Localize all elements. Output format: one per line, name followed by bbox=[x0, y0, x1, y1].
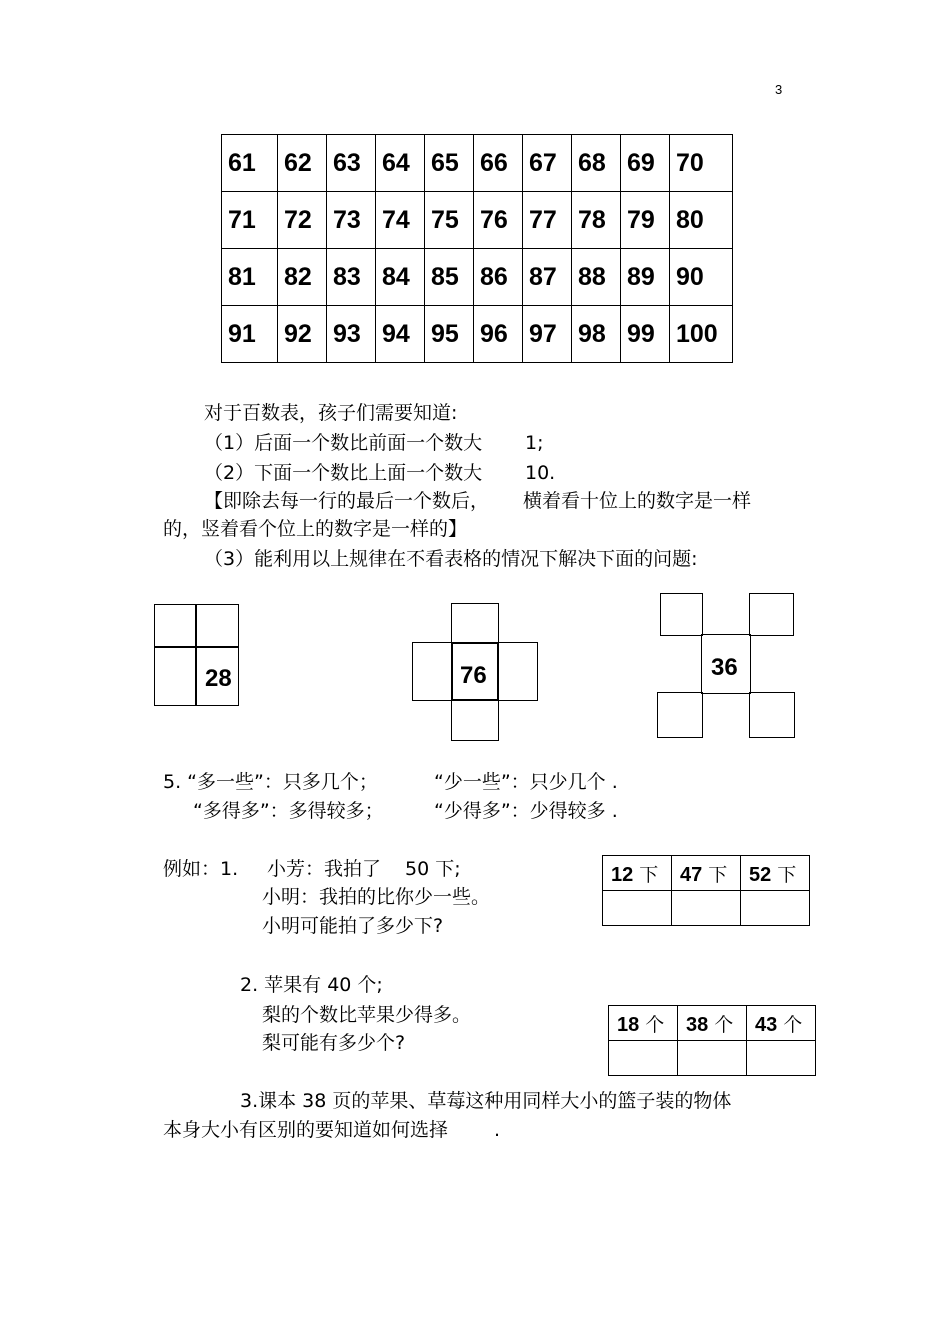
hundred-chart-cell: 96 bbox=[474, 306, 523, 363]
hundred-chart bbox=[221, 134, 733, 363]
section5-line1b: “少一些”：只少几个 . bbox=[434, 771, 618, 793]
hundred-chart-cell: 91 bbox=[222, 306, 278, 363]
hundred-chart-cell: 89 bbox=[621, 249, 670, 306]
rule-2-value: 10. bbox=[525, 462, 556, 484]
hundred-chart-cell: 62 bbox=[278, 135, 327, 192]
hundred-chart-cell: 66 bbox=[474, 135, 523, 192]
hundred-chart-row bbox=[222, 135, 733, 192]
example1-line2: 小明：我拍的比你少一些。 bbox=[262, 886, 491, 908]
example3-line2-end: . bbox=[494, 1119, 501, 1141]
example2-line1: 2. 苹果有 40 个; bbox=[240, 974, 383, 996]
hundred-chart-cell: 99 bbox=[621, 306, 670, 363]
hundred-chart-cell: 98 bbox=[572, 306, 621, 363]
option-number: 47 bbox=[680, 863, 703, 886]
puzzle1-number: 28 bbox=[205, 665, 232, 692]
puzzle1-cell bbox=[154, 646, 197, 706]
puzzle3-cell bbox=[660, 593, 703, 636]
hundred-chart-cell: 94 bbox=[376, 306, 425, 363]
hundred-chart-cell: 75 bbox=[425, 192, 474, 249]
example2-options-table bbox=[608, 1005, 816, 1076]
puzzle1-cell bbox=[195, 604, 239, 648]
hundred-chart-row bbox=[222, 306, 733, 363]
hundred-chart-row bbox=[222, 249, 733, 306]
hundred-chart-cell: 83 bbox=[327, 249, 376, 306]
bracket-note-a: 【即除去每一行的最后一个数后， bbox=[204, 490, 490, 512]
option-unit: 个 bbox=[714, 1013, 734, 1036]
rule-3: （3）能利用以上规律在不看表格的情况下解决下面的问题: bbox=[204, 548, 698, 570]
hundred-chart-cell: 71 bbox=[222, 192, 278, 249]
example2-line3: 梨可能有多少个? bbox=[262, 1032, 406, 1054]
notes-intro: 对于百数表，孩子们需要知道: bbox=[204, 402, 458, 424]
hundred-chart-cell: 68 bbox=[572, 135, 621, 192]
answer-cell[interactable] bbox=[672, 891, 741, 926]
hundred-chart-cell: 80 bbox=[670, 192, 733, 249]
hundred-chart-cell: 84 bbox=[376, 249, 425, 306]
option-cell bbox=[609, 1006, 678, 1041]
example1-options-table bbox=[602, 855, 810, 926]
hundred-chart-cell: 64 bbox=[376, 135, 425, 192]
puzzle3-number: 36 bbox=[711, 654, 738, 681]
answer-cell[interactable] bbox=[741, 891, 810, 926]
section5-line1a: 5. “多一些”：只多几个； bbox=[163, 771, 378, 793]
example1-line1-value: 50 下; bbox=[405, 858, 461, 880]
hundred-chart-cell: 61 bbox=[222, 135, 278, 192]
hundred-chart-cell: 92 bbox=[278, 306, 327, 363]
hundred-chart-cell: 65 bbox=[425, 135, 474, 192]
hundred-chart-cell: 63 bbox=[327, 135, 376, 192]
hundred-chart-cell: 85 bbox=[425, 249, 474, 306]
example1-line3: 小明可能拍了多少下? bbox=[262, 915, 444, 937]
option-cell bbox=[603, 856, 672, 891]
example2-line2: 梨的个数比苹果少得多。 bbox=[262, 1004, 472, 1026]
option-unit: 下 bbox=[639, 863, 659, 886]
section5-line2b: “少得多”：少得较多 . bbox=[434, 800, 618, 822]
puzzle2-cell bbox=[412, 642, 453, 701]
puzzle3-cell bbox=[749, 692, 795, 738]
example1-line1: 小芳：我拍了 bbox=[267, 858, 382, 880]
option-unit: 下 bbox=[708, 863, 728, 886]
hundred-chart-cell: 70 bbox=[670, 135, 733, 192]
puzzle3-cell bbox=[749, 593, 794, 636]
hundred-chart-cell: 74 bbox=[376, 192, 425, 249]
hundred-chart-cell: 78 bbox=[572, 192, 621, 249]
hundred-chart-cell: 73 bbox=[327, 192, 376, 249]
rule-1: （1）后面一个数比前面一个数大 bbox=[204, 432, 483, 454]
hundred-chart-row bbox=[222, 192, 733, 249]
hundred-chart-cell: 81 bbox=[222, 249, 278, 306]
puzzle2-cell bbox=[451, 603, 499, 644]
option-number: 38 bbox=[686, 1013, 709, 1036]
option-unit: 下 bbox=[777, 863, 797, 886]
bracket-note-c: 的，竖着看个位上的数字是一样的】 bbox=[163, 518, 468, 540]
example3-line2: 本身大小有区别的要知道如何选择 bbox=[163, 1119, 449, 1141]
answer-cell[interactable] bbox=[678, 1041, 747, 1076]
section5-line2a: “多得多”：多得较多； bbox=[193, 800, 384, 822]
option-number: 52 bbox=[749, 863, 772, 886]
page-number: 3 bbox=[775, 82, 783, 97]
hundred-chart-cell: 93 bbox=[327, 306, 376, 363]
hundred-chart-cell: 69 bbox=[621, 135, 670, 192]
puzzle2-number: 76 bbox=[460, 662, 487, 689]
option-cell bbox=[672, 856, 741, 891]
option-number: 12 bbox=[611, 863, 634, 886]
puzzle2-cell bbox=[451, 699, 499, 741]
hundred-chart-cell: 72 bbox=[278, 192, 327, 249]
hundred-chart-cell: 77 bbox=[523, 192, 572, 249]
answer-cell[interactable] bbox=[609, 1041, 678, 1076]
bracket-note-b: 横着看十位上的数字是一样 bbox=[523, 490, 752, 512]
example1-lead: 例如：1. bbox=[163, 858, 239, 880]
hundred-chart-cell: 82 bbox=[278, 249, 327, 306]
option-cell bbox=[678, 1006, 747, 1041]
hundred-chart-cell: 97 bbox=[523, 306, 572, 363]
option-cell bbox=[741, 856, 810, 891]
example3-line1: 3.课本 38 页的苹果、草莓这种用同样大小的篮子装的物体 bbox=[240, 1090, 732, 1112]
hundred-chart-cell: 86 bbox=[474, 249, 523, 306]
hundred-chart-cell: 95 bbox=[425, 306, 474, 363]
hundred-chart-cell: 90 bbox=[670, 249, 733, 306]
hundred-chart-cell: 76 bbox=[474, 192, 523, 249]
puzzle1-cell bbox=[154, 604, 197, 648]
hundred-chart-cell: 87 bbox=[523, 249, 572, 306]
puzzle3-cell bbox=[657, 692, 703, 738]
rule-1-value: 1; bbox=[525, 432, 544, 454]
option-number: 43 bbox=[755, 1013, 778, 1036]
option-unit: 个 bbox=[645, 1013, 665, 1036]
puzzle2-cell bbox=[497, 642, 538, 701]
hundred-chart-cell: 88 bbox=[572, 249, 621, 306]
rule-2: （2）下面一个数比上面一个数大 bbox=[204, 462, 483, 484]
option-cell bbox=[747, 1006, 816, 1041]
answer-cell[interactable] bbox=[603, 891, 672, 926]
hundred-chart-cell: 67 bbox=[523, 135, 572, 192]
option-number: 18 bbox=[617, 1013, 640, 1036]
option-unit: 个 bbox=[783, 1013, 803, 1036]
hundred-chart-cell: 100 bbox=[670, 306, 733, 363]
hundred-chart-cell: 79 bbox=[621, 192, 670, 249]
answer-cell[interactable] bbox=[747, 1041, 816, 1076]
